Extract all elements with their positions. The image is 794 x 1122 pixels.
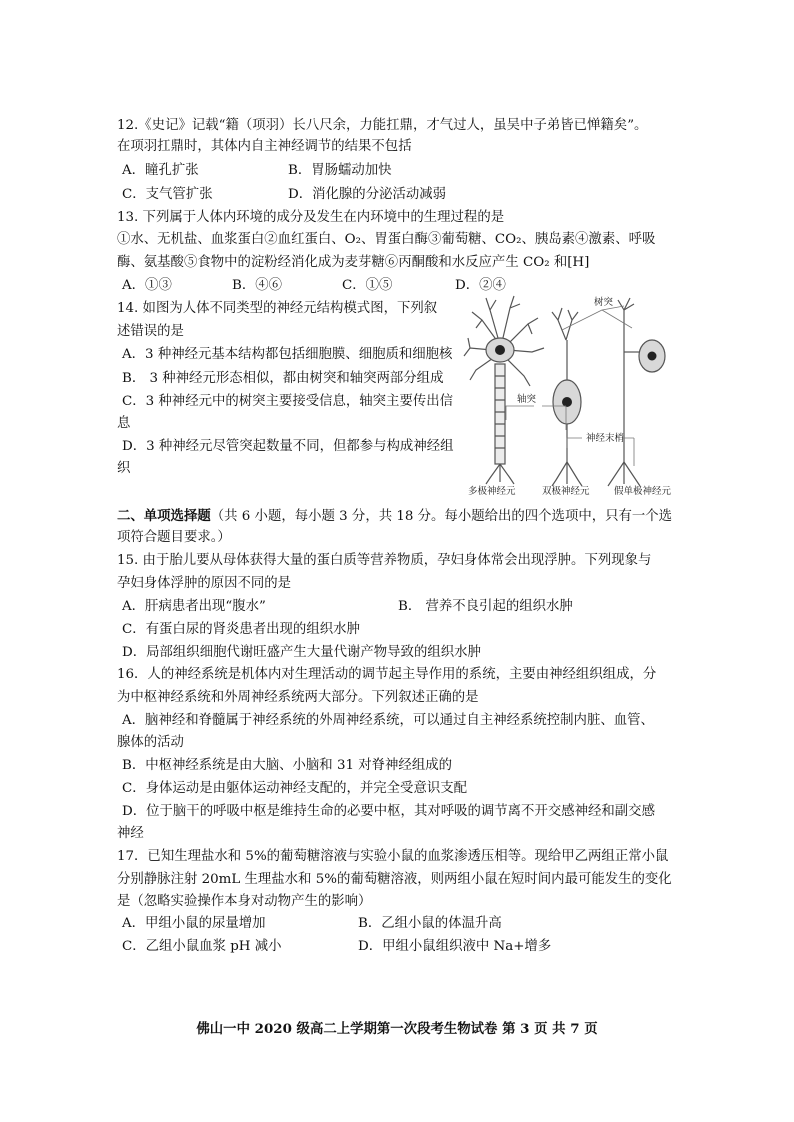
section2-header bbox=[117, 506, 672, 527]
q14-stem-line2: 述错误的是 bbox=[117, 324, 184, 339]
q12-stem-line1: 12.《史记》记载“籍（项羽）长八尺余，力能扛鼎，才气过人，虽吴中子弟皆已惮籍矣”。 bbox=[117, 118, 648, 133]
q17-option-a: A．甲组小鼠的尿量增加 bbox=[122, 916, 266, 931]
q14-option-b: B． 3 种神经元形态相似，都由树突和轴突两部分组成 bbox=[122, 371, 444, 386]
q12-stem-line2: 在项羽扛鼎时，其体内自主神经调节的结果不包括 bbox=[117, 139, 412, 154]
q12-option-d: D．消化腺的分泌活动减弱 bbox=[288, 187, 447, 202]
q12-option-c: C．支气管扩张 bbox=[122, 187, 213, 202]
q17-option-b: B．乙组小鼠的体温升高 bbox=[358, 916, 502, 931]
q13-option-c: C．①⑤ bbox=[342, 278, 393, 293]
q13-option-d: D．②④ bbox=[455, 278, 506, 293]
q13-stem-line2: ①水、无机盐、血浆蛋白②血红蛋白、O₂、胃蛋白酶③葡萄糖、CO₂、胰岛素④激素、呼吸 bbox=[117, 232, 656, 247]
multipolar-neuron bbox=[464, 296, 544, 484]
q14-option-c-line1: C．3 种神经元中的树突主要接受信息，轴突主要传出信 bbox=[122, 394, 454, 409]
section2-desc-line1: （共 6 小题，每小题 3 分，共 18 分。每小题给出的四个选项中，只有一个选 bbox=[210, 509, 673, 524]
q12-option-a: A．瞳孔扩张 bbox=[122, 163, 199, 178]
q16-option-a-line2: 腺体的活动 bbox=[117, 735, 184, 750]
q15-stem-line2: 孕妇身体浮肿的原因不同的是 bbox=[117, 576, 292, 591]
q15-option-b: B． 营养不良引起的组织水肿 bbox=[398, 599, 573, 614]
q14-option-c-line2: 息 bbox=[117, 416, 131, 431]
q16-option-d-line1: D．位于脑干的呼吸中枢是维持生命的必要中枢，其对呼吸的调节离不开交感神经和副交感 bbox=[122, 804, 655, 819]
caption-bipolar: 双极神经元 bbox=[542, 486, 590, 495]
label-axon: 轴突 bbox=[517, 394, 537, 405]
q12-option-b: B．胃肠蠕动加快 bbox=[288, 163, 392, 178]
q16-option-d-line2: 神经 bbox=[117, 826, 144, 841]
q16-option-a-line1: A．脑神经和脊髓属于神经系统的外周神经系统，可以通过自主神经系统控制内脏、血管、 bbox=[122, 713, 654, 728]
q13-option-b: B．④⑥ bbox=[232, 278, 283, 293]
page-footer: 佛山一中 2020 级高二上学期第一次段考生物试卷 第 3 页 共 7 页 bbox=[196, 1021, 598, 1037]
q14-stem-line1: 14. 如图为人体不同类型的神经元结构模式图，下列叙 bbox=[117, 301, 438, 316]
q14-option-d-line2: 织 bbox=[117, 461, 131, 476]
caption-multipolar: 多极神经元 bbox=[468, 486, 516, 495]
q17-stem-line2: 分别静脉注射 20mL 生理盐水和 5%的葡萄糖溶液，则两组小鼠在短时间内最可能发生的变化 bbox=[117, 872, 672, 887]
pseudounipolar-neuron bbox=[608, 298, 665, 486]
q15-option-a: A．肝病患者出现“腹水” bbox=[122, 599, 266, 614]
q13-stem-line1: 13. 下列属于人体内环境的成分及发生在内环境中的生理过程的是 bbox=[117, 210, 505, 225]
q17-option-d: D．甲组小鼠组织液中 Na+增多 bbox=[358, 939, 552, 954]
q16-option-c: C．身体运动是由躯体运动神经支配的，并完全受意识支配 bbox=[122, 781, 468, 796]
q14-option-d-line1: D．3 种神经元尽管突起数量不同，但都参与构成神经组 bbox=[122, 439, 454, 454]
q15-stem-line1: 15. 由于胎儿要从母体获得大量的蛋白质等营养物质，孕妇身体常会出现浮肿。下列现象与 bbox=[117, 553, 652, 568]
label-nerve-terminal: 神经末梢 bbox=[586, 433, 625, 444]
q14-option-a: A．3 种神经元基本结构都包括细胞膜、细胞质和细胞核 bbox=[122, 347, 453, 362]
pseudounipolar-nucleus bbox=[648, 352, 657, 361]
q13-stem-line3: 酶、氨基酸⑤食物中的淀粉经消化成为麦芽糖⑥丙酮酸和水反应产生 CO₂ 和[H] bbox=[117, 255, 590, 270]
section2-desc-line2: 项符合题目要求。） bbox=[117, 530, 231, 545]
label-dendrite: 树突 bbox=[594, 297, 614, 308]
multipolar-nucleus bbox=[495, 345, 505, 355]
q16-stem-line1: 16．人的神经系统是机体内对生理活动的调节起主导作用的系统，主要由神经组织组成，分 bbox=[117, 667, 657, 682]
q17-stem-line1: 17．已知生理盐水和 5%的葡萄糖溶液与实验小鼠的血浆渗透压相等。现给甲乙两组正常小鼠 bbox=[117, 849, 669, 864]
section2-title: 二、单项选择题 bbox=[117, 508, 211, 524]
neuron-diagram bbox=[462, 290, 687, 495]
q13-option-a: A．①③ bbox=[122, 278, 172, 293]
q17-option-c: C．乙组小鼠血浆 pH 减小 bbox=[122, 939, 282, 954]
q15-option-c: C．有蛋白尿的肾炎患者出现的组织水肿 bbox=[122, 622, 360, 637]
caption-pseudounipolar: 假单极神经元 bbox=[614, 486, 672, 495]
bipolar-nucleus bbox=[562, 397, 572, 407]
q16-stem-line2: 为中枢神经系统和外周神经系统两大部分。下列叙述正确的是 bbox=[117, 690, 479, 705]
q17-stem-line3: 是（忽略实验操作本身对动物产生的影响） bbox=[117, 894, 372, 909]
q15-option-d: D．局部组织细胞代谢旺盛产生大量代谢产物导致的组织水肿 bbox=[122, 645, 481, 660]
q16-option-b: B．中枢神经系统是由大脑、小脑和 31 对脊神经组成的 bbox=[122, 758, 452, 773]
